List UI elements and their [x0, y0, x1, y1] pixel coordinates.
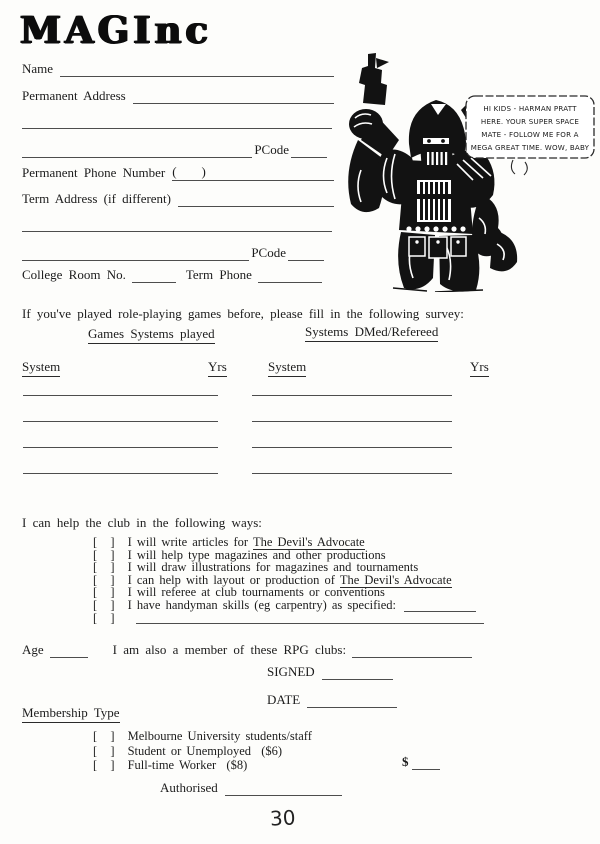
signed-line[interactable]: [322, 668, 393, 680]
svg-text:HI KIDS - HARMAN PRATT: HI KIDS - HARMAN PRATT: [483, 104, 577, 113]
pcode-row-2: [22, 245, 324, 261]
help-item-illustrations: [ ] I will draw illustrations for magazines and tournaments: [93, 560, 419, 575]
svg-text:MATE - FOLLOW ME FOR A: MATE - FOLLOW ME FOR A: [481, 130, 579, 139]
signed-row: [267, 664, 393, 680]
help-item-typing: [ ] I will help type magazines and other productions: [93, 547, 386, 562]
svg-text:HERE. YOUR SUPER SPACE: HERE. YOUR SUPER SPACE: [480, 117, 580, 126]
authorised-row: [160, 780, 342, 796]
survey-dmed-line-4[interactable]: [252, 473, 452, 474]
help-item-articles: [ ] I will write articles for The Devil's Advocate: [93, 535, 365, 549]
yrs-header-left: Yrs: [208, 359, 227, 377]
form-title: MAGInc: [20, 8, 212, 52]
name-input-line[interactable]: [60, 65, 334, 77]
date-line[interactable]: [307, 696, 397, 708]
pcode-input-line-2[interactable]: [288, 249, 324, 261]
permanent-address-label: Permanent Address: [22, 88, 126, 103]
checkbox-handyman[interactable]: [ ]: [93, 597, 116, 612]
checkbox-draw-illustrations[interactable]: [ ]: [93, 560, 116, 575]
permanent-address-row: [22, 88, 334, 104]
survey-played-line-1[interactable]: [23, 395, 218, 396]
name-label: Name: [22, 61, 54, 76]
checkbox-university[interactable]: [ ]: [93, 729, 116, 743]
survey-played-line-2[interactable]: [23, 421, 218, 422]
college-room-label: College Room No.: [22, 267, 126, 282]
checkbox-help-type[interactable]: [ ]: [93, 547, 116, 562]
help-item-layout: [ ] I can help with layout or production of The Devil's Advocate: [93, 572, 452, 587]
authorised-line[interactable]: [225, 784, 342, 796]
college-room-row: [22, 267, 322, 283]
term-address-row: [22, 191, 334, 207]
page-number: 30: [269, 805, 297, 831]
survey-col1-header: Games Systems played: [88, 326, 215, 344]
term-phone-label: Term Phone: [185, 267, 252, 282]
fee-amount-line[interactable]: [412, 758, 441, 770]
survey-played-line-4[interactable]: [23, 473, 218, 474]
yrs-header-right: Yrs: [470, 359, 489, 377]
membership-option-worker: [ ] Full-time Worker ($8): [93, 758, 248, 772]
term-address-label: Term Address (if different): [22, 191, 171, 206]
rpg-clubs-line[interactable]: [352, 646, 472, 658]
term-address-line-2[interactable]: [22, 231, 332, 232]
survey-dmed-line-3[interactable]: [252, 447, 452, 448]
fee-row: [402, 754, 440, 770]
pcode-label-1: PCode: [254, 142, 289, 157]
space-marine-svg: [335, 52, 597, 292]
rpg-clubs-label: I am also a member of these RPG clubs:: [112, 642, 347, 657]
space-marine-illustration: [335, 52, 597, 297]
permanent-address-line-3[interactable]: [22, 146, 252, 158]
dollar-label: $: [402, 754, 409, 769]
survey-dmed-line-2[interactable]: [252, 421, 452, 422]
membership-type-label: Membership Type: [22, 705, 120, 723]
signed-label: SIGNED: [267, 664, 315, 679]
pcode-input-line-1[interactable]: [291, 146, 327, 158]
help-intro: I can help the club in the following ways:: [22, 515, 262, 530]
pcode-label-2: PCode: [251, 245, 286, 260]
permanent-phone-row: [22, 164, 334, 181]
college-room-line[interactable]: [132, 271, 176, 283]
permanent-address-line-2[interactable]: [22, 128, 332, 129]
survey-dmed-line-1[interactable]: [252, 395, 452, 396]
help-items: [93, 536, 488, 624]
system-header-left: System: [22, 359, 60, 377]
date-row: [267, 692, 397, 708]
survey-intro: If you've played role-playing games before, please fill in the following survey:: [22, 306, 464, 321]
checkbox-other[interactable]: [ ]: [93, 610, 116, 625]
checkbox-referee[interactable]: [ ]: [93, 585, 116, 600]
survey-col2-header: Systems DMed/Refereed: [305, 324, 438, 342]
term-address-line-1[interactable]: [178, 195, 334, 207]
age-row: [22, 642, 472, 658]
date-label: DATE: [267, 692, 301, 707]
permanent-address-line-1[interactable]: [133, 92, 334, 104]
help-item-other: [93, 612, 488, 625]
handyman-skills-line[interactable]: [404, 600, 476, 612]
help-item-referee: [ ] I will referee at club tournaments or conventions: [93, 585, 385, 600]
authorised-label: Authorised: [160, 780, 218, 795]
system-header-right: System: [268, 359, 306, 377]
term-phone-line[interactable]: [258, 271, 322, 283]
checkbox-write-articles[interactable]: [ ]: [93, 535, 116, 549]
survey-played-line-3[interactable]: [23, 447, 218, 448]
other-help-line[interactable]: [136, 612, 484, 624]
phone-area-code-field[interactable]: ( ): [172, 164, 206, 179]
permanent-phone-label: Permanent Phone Number: [22, 165, 166, 180]
help-item-handyman: [ ] I have handyman skills (eg carpentry) as specified:: [93, 599, 488, 612]
svg-text:MEGA GREAT TIME. WOW, BABY: MEGA GREAT TIME. WOW, BABY: [470, 143, 590, 152]
checkbox-layout-production[interactable]: [ ]: [93, 572, 116, 587]
membership-option-university: [ ] Melbourne University students/staff: [93, 729, 312, 743]
permanent-phone-line[interactable]: [206, 169, 334, 181]
age-label: Age: [22, 642, 44, 657]
term-address-line-3[interactable]: [22, 249, 249, 261]
age-input-line[interactable]: [50, 646, 88, 658]
membership-options: [93, 729, 312, 773]
checkbox-student[interactable]: [ ]: [93, 743, 116, 758]
membership-option-student: [ ] Student or Unemployed ($6): [93, 743, 283, 758]
name-row: [22, 61, 334, 77]
checkbox-worker[interactable]: [ ]: [93, 758, 116, 772]
pcode-row-1: [22, 142, 327, 158]
